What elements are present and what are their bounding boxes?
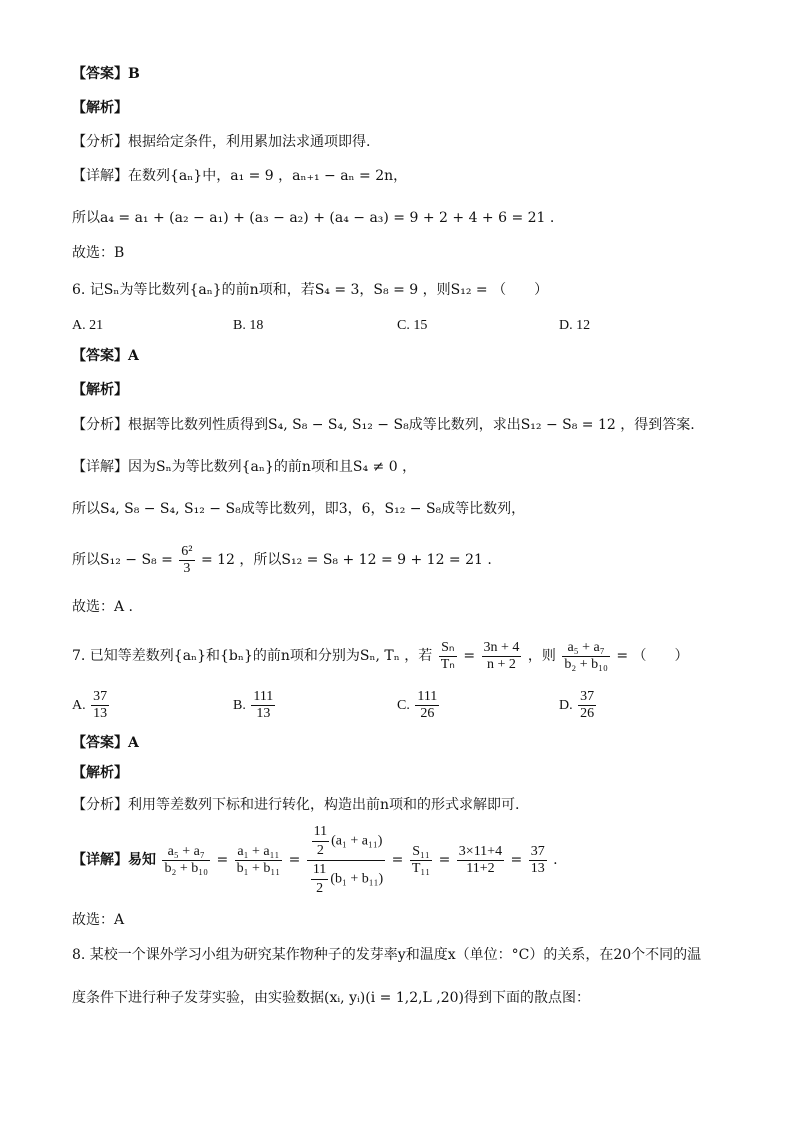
fraction-num: a₅ + a₇ [562,640,610,657]
fraction [457,844,504,877]
equals: = [438,852,451,868]
text: ，则 [527,648,556,664]
choice-text: 故选：B [72,245,125,261]
compound-fraction [307,823,385,898]
fraction-num: 6² [181,543,193,559]
option-label: C. [397,698,410,713]
fraction-den: Tₙ [440,656,455,672]
fenxi-text: 【分析】根据给定条件，利用累加法求通项即得. [72,134,371,150]
question-7 [72,634,689,678]
option-b: B. 18 [233,318,264,333]
choice-text: 故选：A . [72,599,134,615]
fraction-den: 13 [530,860,545,876]
fraction [482,640,522,673]
text: 所以S₁₂ − S₈ = [72,552,173,568]
fraction-num: 111 [417,689,438,705]
paren-term: (a₁ + a₁₁) [331,833,383,849]
fraction [415,689,439,722]
fraction-num: 37 [93,689,108,705]
fraction [578,689,596,722]
analysis-label: 【解析】 [72,100,128,116]
fenxi-text: 【分析】利用等差数列下标和进行转化，构造出前n项和的形式求解即可. [72,797,520,813]
equals: = [216,852,229,868]
option-label: A. [72,698,86,713]
fraction-num: 37 [530,843,545,859]
fraction-num: 11 [312,823,329,842]
fraction-num: Sₙ [439,640,457,657]
option-label: B. [233,698,246,713]
fraction-den [307,861,385,898]
option-a: A. 21 [72,318,104,333]
fraction-den: 13 [256,706,271,722]
fraction-den: 11+2 [466,860,495,876]
question-8-line1: 8. 某校一个课外学习小组为研究某作物种子的发芽率y和温度x（单位：°C）的关系，在20个不同的温 [72,947,702,963]
fraction-den: T₁₁ [411,860,431,876]
fraction [562,640,610,673]
option-b [233,686,277,726]
xiangjie-text: 【详解】因为Sₙ为等比数列{aₙ}的前n项和且S₄ ≠ 0 ， [72,459,417,475]
option-a [72,686,111,726]
fraction [410,844,432,877]
fraction-den: 2 [316,880,324,896]
fraction [162,844,210,877]
fraction-den: n + 2 [487,656,516,672]
fraction-num [307,823,385,861]
option-d [559,686,598,726]
fraction-den: 2 [316,842,324,858]
fraction-den: 3 [183,560,191,576]
text: = [463,648,476,664]
paren-term: (b₁ + b₁₁) [330,871,384,887]
fraction-num: a₁ + a₁₁ [235,844,283,861]
fraction-den: 26 [420,706,435,722]
equals: = [288,852,301,868]
text: = （ ） [616,648,689,664]
xiangjie-label: 【详解】易知 [72,852,156,868]
fraction-num: 111 [253,689,274,705]
analysis-label: 【解析】 [72,382,128,398]
fraction-den: b₁ + b₁₁ [236,860,281,876]
fraction-num: S₁₁ [410,844,432,861]
equals: = [391,852,404,868]
fraction [91,689,109,722]
derivation-text: 所以a₄ = a₁ + (a₂ − a₁) + (a₃ − a₂) + (a₄ − a₃) = 9 + 2 + 4 + 6 = 21 . [72,210,555,226]
derivation-fraction-line [72,538,492,582]
xiangjie-equation [72,822,558,898]
question-8-line2: 度条件下进行种子发芽实验，由实验数据(xᵢ, yᵢ)(i = 1,2,L ,20)得到下面的散点图： [72,990,591,1006]
question-6: 6. 记Sₙ为等比数列{aₙ}的前n项和，若S₄ = 3，S₈ = 9 ，则S₁₂ = （ ） [72,282,549,298]
fraction-den: b₂ + b₁₀ [564,656,608,672]
option-d: D. 12 [559,318,591,333]
fraction-den: b₂ + b₁₀ [164,860,208,876]
fraction-num: 3n + 4 [483,639,520,655]
fraction-num: a₅ + a₇ [162,844,210,861]
choice-text: 故选：A [72,912,125,928]
option-label: D. [559,698,573,713]
option-c: C. 15 [397,318,428,333]
coef-fraction [311,861,328,898]
fraction-num: 37 [580,689,595,705]
text: = 12 ，所以S₁₂ = S₈ + 12 = 9 + 12 = 21 . [200,552,492,568]
answer-label: 【答案】A [72,348,139,364]
fraction-num: 3×11+4 [458,843,503,859]
fraction-den: 13 [93,706,108,722]
period: . [553,852,558,868]
fraction [439,640,457,673]
xiangjie-text: 【详解】在数列{aₙ}中，a₁ = 9 ，aₙ₊₁ − aₙ = 2n， [72,168,408,184]
fraction [179,544,194,577]
fraction [235,844,283,877]
fraction-num: 11 [311,861,328,880]
equals: = [510,852,523,868]
coef-fraction [312,823,329,860]
fraction [251,689,275,722]
fenxi-text: 【分析】根据等比数列性质得到S₄, S₈ − S₄, S₁₂ − S₈成等比数列，求出S₁₂ − S₈ = 12 ，得到答案. [72,417,695,433]
analysis-label: 【解析】 [72,765,128,781]
fraction-den: 26 [580,706,595,722]
answer-label: 【答案】A [72,735,139,751]
derivation-text: 所以S₄, S₈ − S₄, S₁₂ − S₈成等比数列，即3，6，S₁₂ − S₈成等比数列， [72,501,526,517]
option-c [397,686,441,726]
text: 7. 已知等差数列{aₙ}和{bₙ}的前n项和分别为Sₙ, Tₙ ，若 [72,648,433,664]
answer-label: 【答案】B [72,66,140,82]
fraction [529,844,547,877]
